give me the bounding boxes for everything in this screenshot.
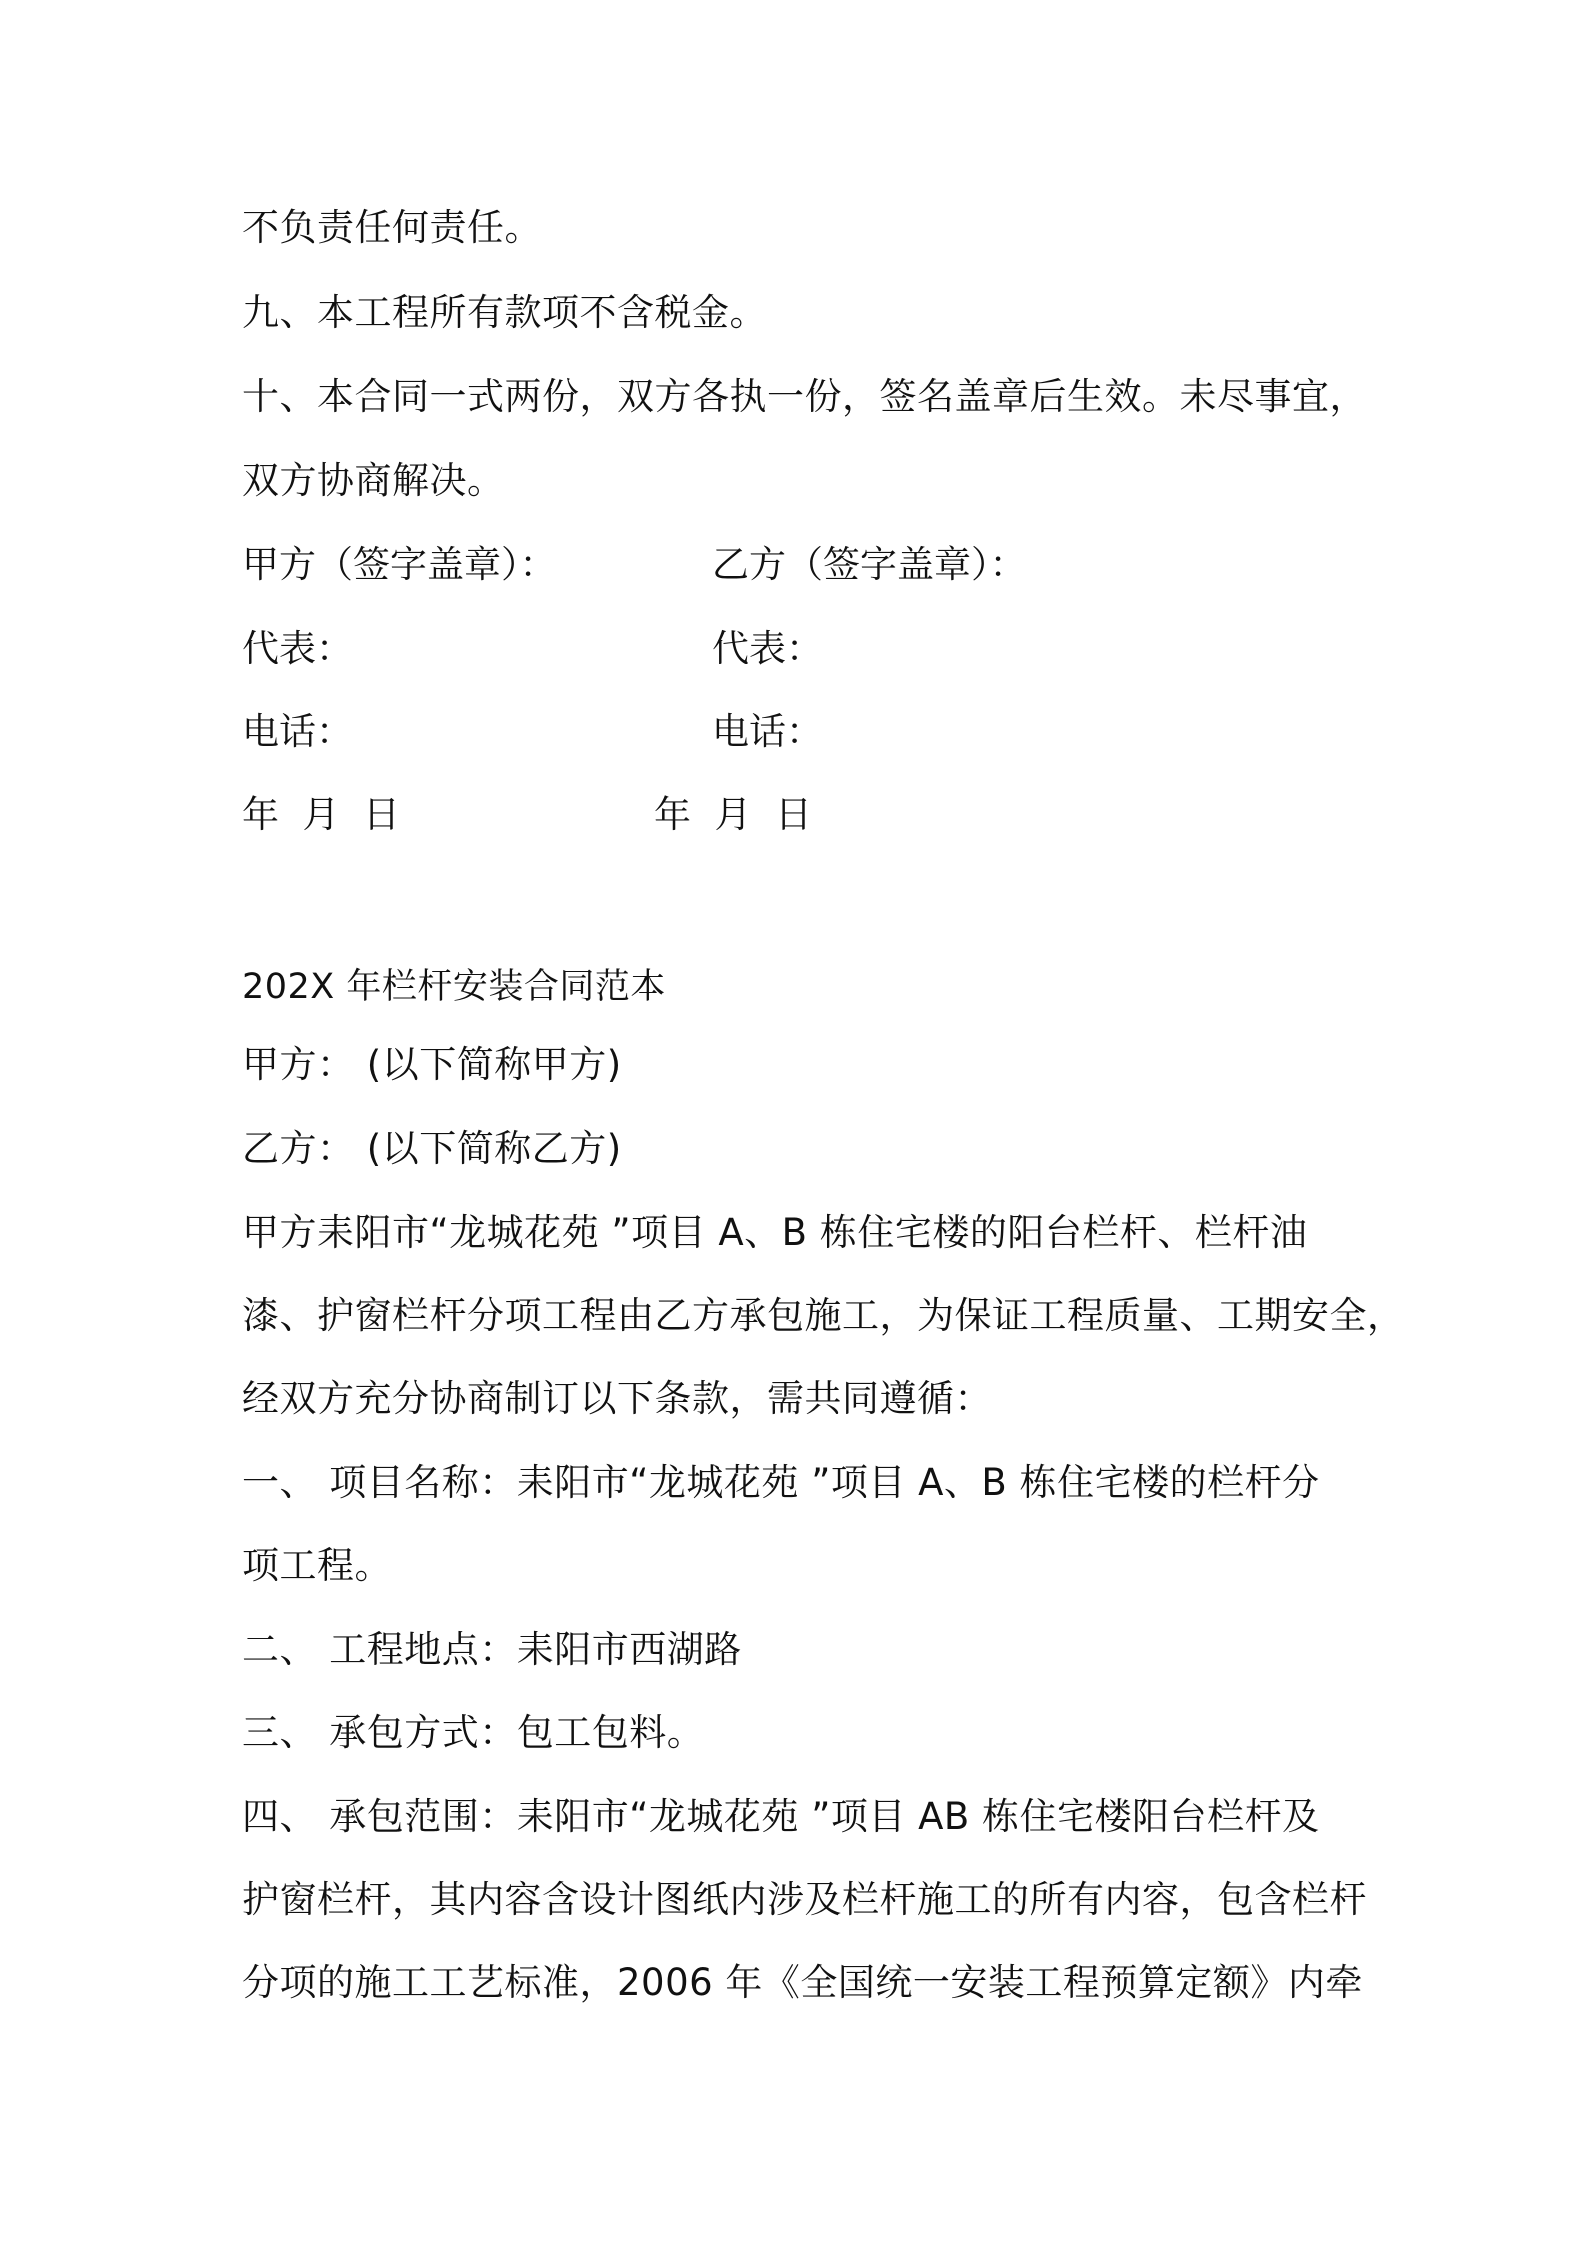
item-four-line-3: 分项的施工工艺标准，2006 年《全国统一安装工程预算定额》内牵 [242, 1961, 1363, 2004]
party-b-line: 乙方： (以下简称乙方) [242, 1127, 622, 1170]
party-b-date: 年 月 日 [654, 793, 813, 836]
party-a-phone-label: 电话： [242, 710, 353, 753]
party-a-rep-label: 代表： [242, 627, 353, 670]
party-b-signature-label: 乙方（签字盖章）： [712, 543, 1027, 586]
item-three: 三、 承包方式：包工包料。 [242, 1711, 705, 1754]
contract-title: 202X 年栏杆安装合同范本 [242, 967, 666, 1007]
signature-date-row [242, 790, 1142, 840]
party-b-rep-label: 代表： [712, 627, 823, 670]
item-one-line-2: 项工程。 [242, 1544, 392, 1587]
party-a-date: 年 月 日 [242, 793, 401, 836]
clause-ten: 十、本合同一式两份，双方各执一份，签名盖章后生效。未尽事宜， [242, 375, 1367, 418]
text-line-liability: 不负责任何责任。 [242, 206, 542, 249]
signature-phone-row [242, 707, 1142, 757]
party-a-signature-label: 甲方（签字盖章）： [242, 543, 557, 586]
signature-rep-row [242, 624, 1142, 674]
signature-party-row [242, 540, 1142, 590]
item-two: 二、 工程地点：耒阳市西湖路 [242, 1628, 742, 1671]
intro-line-1: 甲方耒阳市“龙城花苑 ”项目 A、B 栋住宅楼的阳台栏杆、栏杆油 [242, 1211, 1308, 1254]
item-one-line-1: 一、 项目名称：耒阳市“龙城花苑 ”项目 A、B 栋住宅楼的栏杆分 [242, 1461, 1320, 1504]
clause-ten-continued: 双方协商解决。 [242, 459, 505, 502]
intro-line-3: 经双方充分协商制订以下条款，需共同遵循： [242, 1377, 992, 1420]
party-a-line: 甲方： (以下简称甲方) [242, 1043, 622, 1086]
clause-nine: 九、本工程所有款项不含税金。 [242, 291, 767, 334]
party-b-phone-label: 电话： [712, 710, 823, 753]
item-four-line-1: 四、 承包范围：耒阳市“龙城花苑 ”项目 AB 栋住宅楼阳台栏杆及 [242, 1795, 1320, 1838]
item-four-line-2: 护窗栏杆，其内容含设计图纸内涉及栏杆施工的所有内容，包含栏杆 [242, 1878, 1367, 1921]
intro-line-2: 漆、护窗栏杆分项工程由乙方承包施工，为保证工程质量、工期安全， [242, 1294, 1405, 1337]
